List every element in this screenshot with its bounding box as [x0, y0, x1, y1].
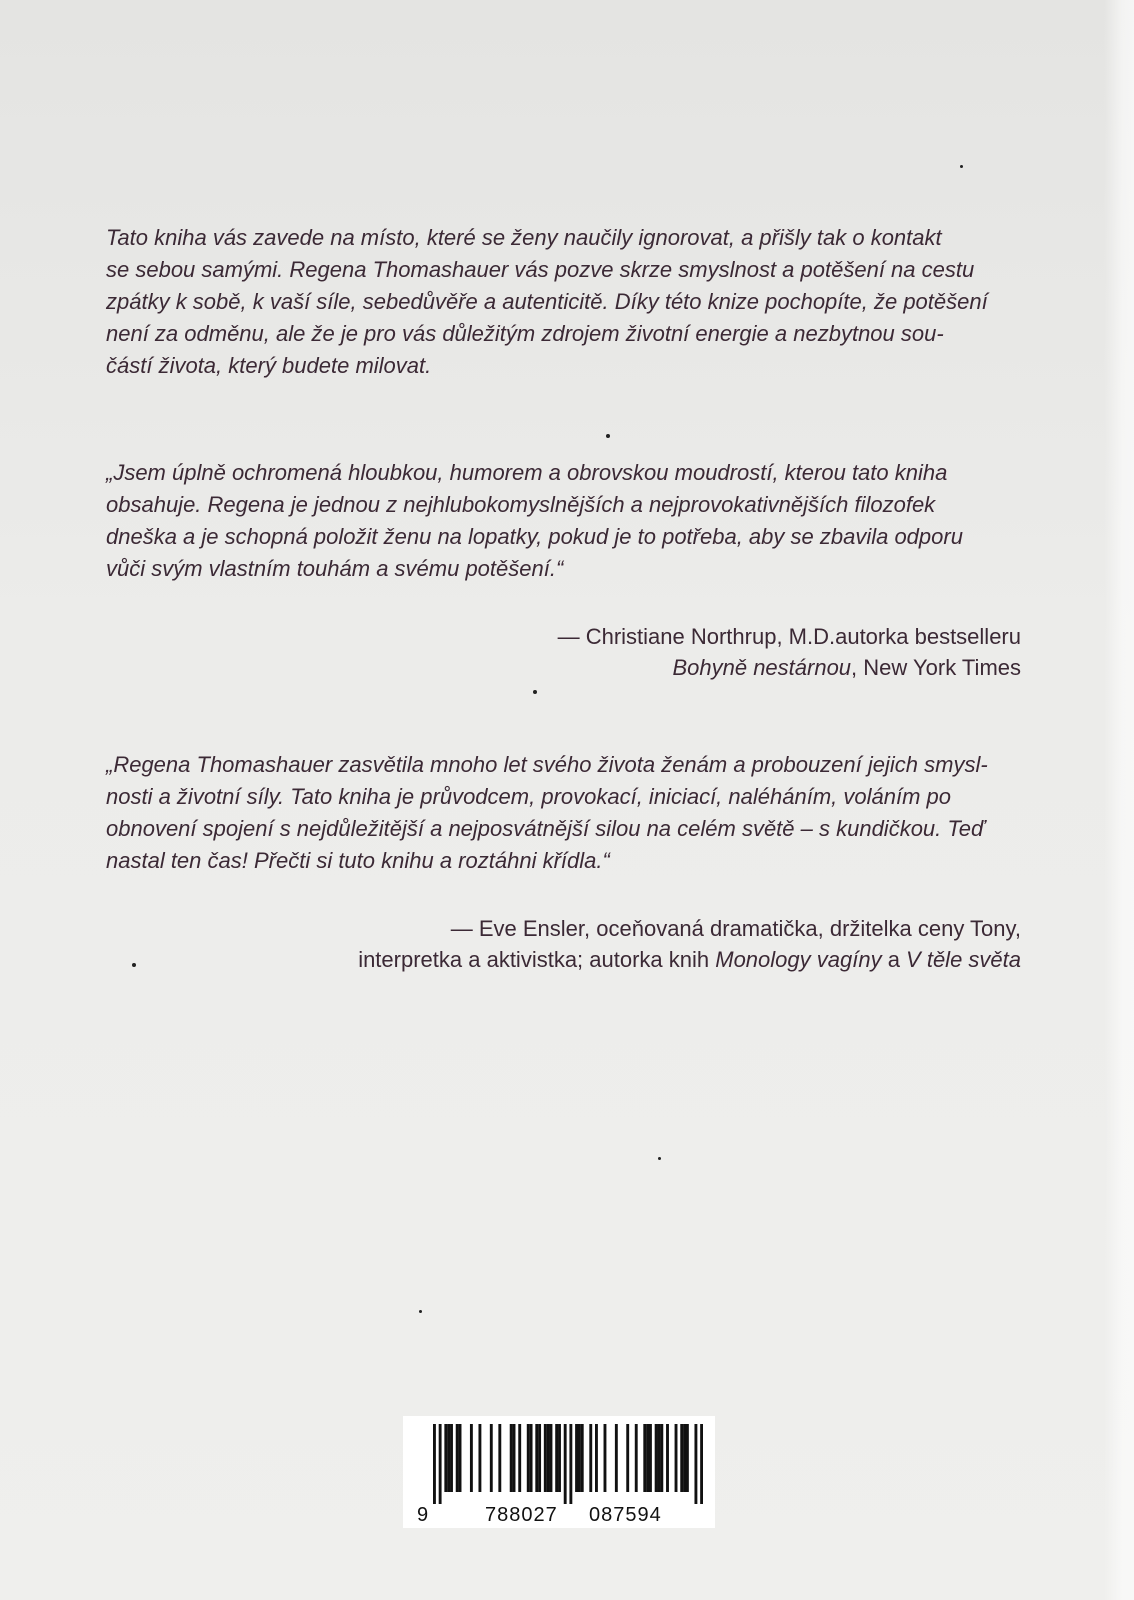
barcode-bar: [686, 1424, 689, 1492]
attribution-text: a: [881, 947, 907, 972]
barcode-bar: [646, 1424, 649, 1492]
quote-line: „Regena Thomashauer zasvětila mnoho let svého života ženám a probouzení jejich smysl-: [106, 752, 988, 777]
northrup-attribution: [558, 621, 1021, 683]
attribution-line: — Christiane Northrup, M.D.autorka bestselleru: [557, 624, 1021, 649]
barcode-bar: [555, 1424, 558, 1492]
barcode-bar: [658, 1424, 661, 1492]
barcode-bar: [444, 1424, 447, 1492]
barcode-bar: [649, 1424, 652, 1492]
barcode-bar: [626, 1424, 629, 1492]
book-title: Monology vagíny: [715, 947, 882, 972]
intro-paragraph: [106, 222, 1020, 382]
quote-line: dneška a je schopná položit ženu na lopatky, pokud je to potřeba, aby se zbavila odporu: [106, 524, 963, 549]
print-speck: [606, 434, 610, 438]
attribution-text: interpretka a aktivistka; autorka knih: [358, 947, 716, 972]
northrup-quote: [106, 457, 1020, 585]
barcode-bar: [439, 1424, 442, 1504]
barcode-bar: [530, 1424, 533, 1492]
attribution-line: — Eve Ensler, oceňovaná dramatička, držitelka ceny Tony,: [450, 916, 1021, 941]
barcode-bar: [635, 1424, 638, 1492]
barcode-bars: [433, 1424, 703, 1504]
quote-line: obnovení spojení s nejdůležitější a nejposvátnější silou na celém světě – s kundičkou. Teď: [106, 816, 985, 841]
quote-line: „Jsem úplně ochromená hloubkou, humorem a obrovskou moudrostí, kterou tato kniha: [106, 460, 948, 485]
barcode-bar: [694, 1424, 697, 1504]
barcode-bar: [544, 1424, 547, 1492]
barcode-bar: [683, 1424, 686, 1492]
barcode-bar: [447, 1424, 450, 1492]
barcode-bar: [518, 1424, 521, 1492]
print-speck: [533, 690, 537, 694]
barcode-bar: [478, 1424, 481, 1492]
intro-line: není za odměnu, ale že je pro vás důležitým zdrojem životní energie a nezbytnou sou-: [106, 321, 944, 346]
barcode-bar: [595, 1424, 598, 1492]
quote-line: nosti a životní síly. Tato kniha je průvodcem, provokací, iniciací, naléháním, voláním po: [106, 784, 951, 809]
barcode-bar: [680, 1424, 683, 1492]
barcode-bar: [589, 1424, 592, 1492]
barcode-bar: [535, 1424, 538, 1492]
barcode-bar: [510, 1424, 513, 1492]
barcode-first-digit: 9: [417, 1504, 430, 1526]
barcode-bar: [575, 1424, 578, 1492]
barcode-left-group: 788027: [485, 1504, 558, 1526]
book-title: V těle světa: [906, 947, 1021, 972]
barcode-bar: [564, 1424, 567, 1504]
barcode-bar: [558, 1424, 561, 1492]
print-speck: [658, 1157, 661, 1160]
intro-line: částí života, který budete milovat.: [106, 353, 432, 378]
quote-line: nastal ten čas! Přečti si tuto knihu a roztáhni křídla.“: [106, 848, 610, 873]
barcode-bar: [513, 1424, 516, 1492]
print-speck: [419, 1310, 422, 1313]
barcode-bar: [498, 1424, 501, 1492]
quote-line: vůči svým vlastním touhám a svému potěšení.“: [106, 556, 564, 581]
barcode-right-group: 087594: [589, 1504, 662, 1526]
attribution-text: , New York Times: [851, 655, 1021, 680]
barcode-bar: [547, 1424, 550, 1492]
print-speck: [960, 165, 963, 168]
intro-line: se sebou samými. Regena Thomashauer vás pozve skrze smyslnost a potěšení na cestu: [106, 257, 975, 282]
barcode-bar: [538, 1424, 541, 1492]
barcode-bar: [490, 1424, 493, 1492]
barcode-bar: [643, 1424, 646, 1492]
barcode-bar: [700, 1424, 703, 1504]
intro-line: zpátky k sobě, k vaší síle, sebedůvěře a autenticitě. Díky této knize pochopíte, že potěšení: [106, 289, 988, 314]
cover-edge-highlight: [1104, 0, 1134, 1600]
book-title: Bohyně nestárnou: [672, 655, 852, 680]
barcode-bar: [615, 1424, 618, 1492]
barcode-bar: [666, 1424, 669, 1492]
barcode-bar: [470, 1424, 473, 1492]
barcode-bar: [578, 1424, 581, 1492]
barcode-bar: [569, 1424, 572, 1504]
barcode-bar: [675, 1424, 678, 1492]
barcode-bar: [660, 1424, 663, 1492]
barcode-bar: [450, 1424, 453, 1492]
quote-line: obsahuje. Regena je jednou z nejhlubokomyslnějších a nejprovokativnějších filozofek: [106, 492, 936, 517]
barcode-bar: [604, 1424, 607, 1492]
intro-line: Tato kniha vás zavede na místo, které se ženy naučily ignorovat, a přišly tak o kontakt: [106, 225, 942, 250]
ensler-quote: [106, 749, 1020, 877]
attribution-line: [358, 944, 1021, 975]
barcode-bar: [527, 1424, 530, 1492]
barcode-bar: [550, 1424, 553, 1492]
barcode-bar: [459, 1424, 462, 1492]
barcode-bar: [433, 1424, 436, 1504]
barcode-bar: [581, 1424, 584, 1492]
barcode-bar: [456, 1424, 459, 1492]
isbn-barcode: [403, 1416, 715, 1528]
print-speck: [132, 963, 136, 967]
ensler-attribution: [358, 913, 1021, 975]
attribution-line: [558, 652, 1021, 683]
barcode-bar: [655, 1424, 658, 1492]
